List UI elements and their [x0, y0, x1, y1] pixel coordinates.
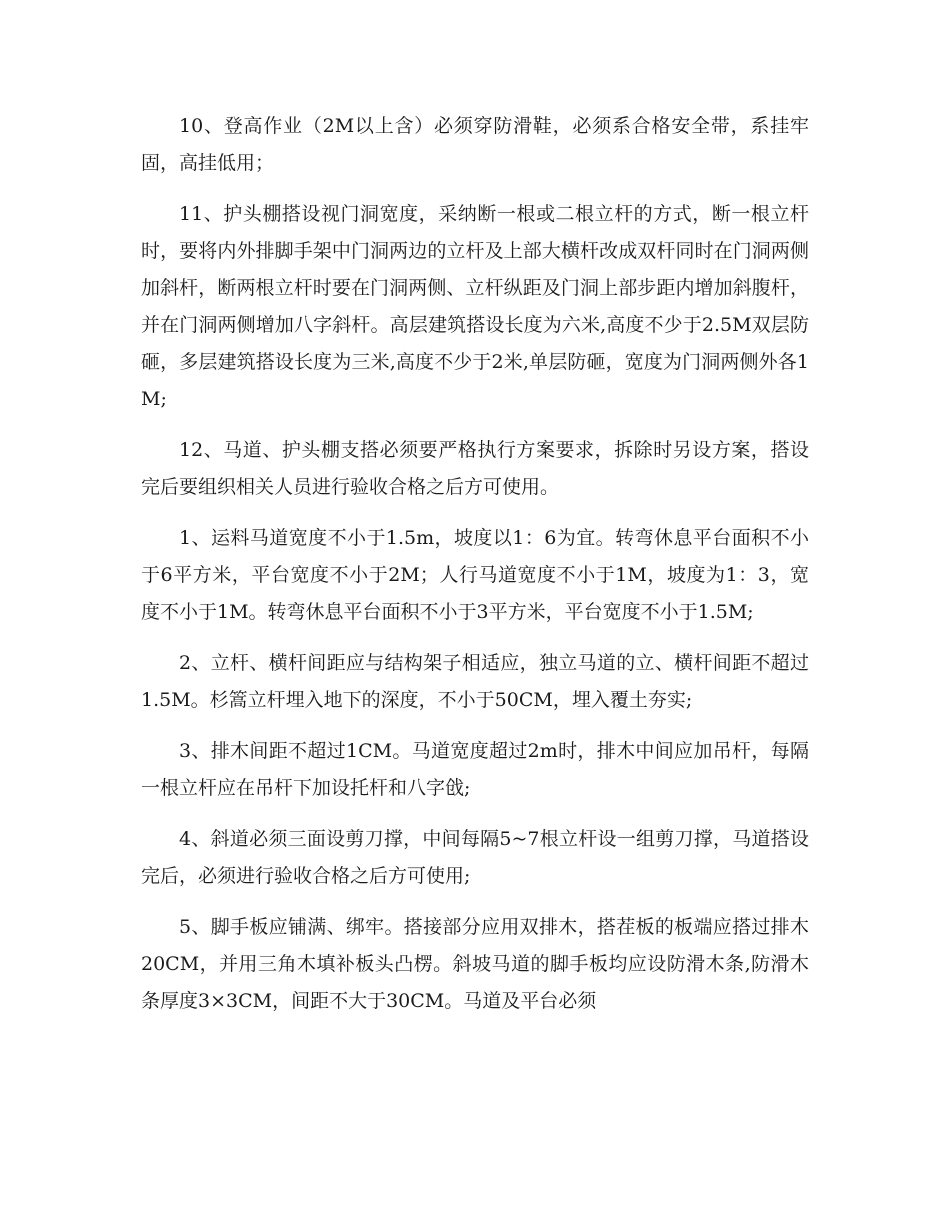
paragraph-3-transom-spacing: 3、排木间距不超过1CM。马道宽度超过2m时，排木中间应加吊杆，每隔一根立杆应在吊杆下加设托杆和八字戗;	[141, 740, 809, 799]
paragraph-11-protective-shed: 11、护头棚搭设视门洞宽度，采纳断一根或二根立杆的方式，断一根立杆时，要将内外排脚手架中门洞两边的立杆及上部大横杆改成双杆同时在门洞两侧加斜杆，断两根立杆时要在门洞两侧、立杆纵距及门洞上部步距内增加斜腹杆，并在门洞两侧增加八字斜杆。高层建筑搭设长度为六米,高度不少于2.5M双层防砸，多层建筑搭设长度为三米,高度不少于2米,单层防砸，宽度为门洞两侧外各1M;	[141, 203, 809, 410]
paragraph-10-climbing-work: 10、登高作业（2M以上含）必须穿防滑鞋，必须系合格安全带，系挂牢固，高挂低用；	[141, 115, 809, 174]
paragraph-5-scaffold-boards: 5、脚手板应铺满、绑牢。搭接部分应用双排木，搭茬板的板端应搭过排木20CM，并用三角木填补板头凸楞。斜坡马道的脚手板均应设防滑木条,防滑木条厚度3×3CM，间距不大于30CM。马道及平台必须	[141, 916, 809, 1012]
paragraph-4-scissor-bracing: 4、斜道必须三面设剪刀撑，中间每隔5~7根立杆设一组剪刀撑，马道搭设完后，必须进行验收合格之后方可使用;	[141, 828, 809, 887]
paragraph-1-ramp-width: 1、运料马道宽度不小于1.5m，坡度以1：6为宜。转弯休息平台面积不小于6平方米，平台宽度不小于2M；人行马道宽度不小于1M，坡度为1：3，宽度不小于1M。转弯休息平台面积不小于3平方米，平台宽度不小于1.5M;	[141, 527, 809, 623]
paragraph-12-ramp-shed-erection: 12、马道、护头棚支搭必须要严格执行方案要求，拆除时另设方案，搭设完后要组织相关人员进行验收合格之后方可使用。	[141, 439, 809, 498]
paragraph-2-pole-spacing: 2、立杆、横杆间距应与结构架子相适应，独立马道的立、横杆间距不超过1.5M。杉篙立杆埋入地下的深度，不小于50CM，埋入覆土夯实;	[141, 652, 809, 711]
document-body	[141, 108, 809, 1034]
